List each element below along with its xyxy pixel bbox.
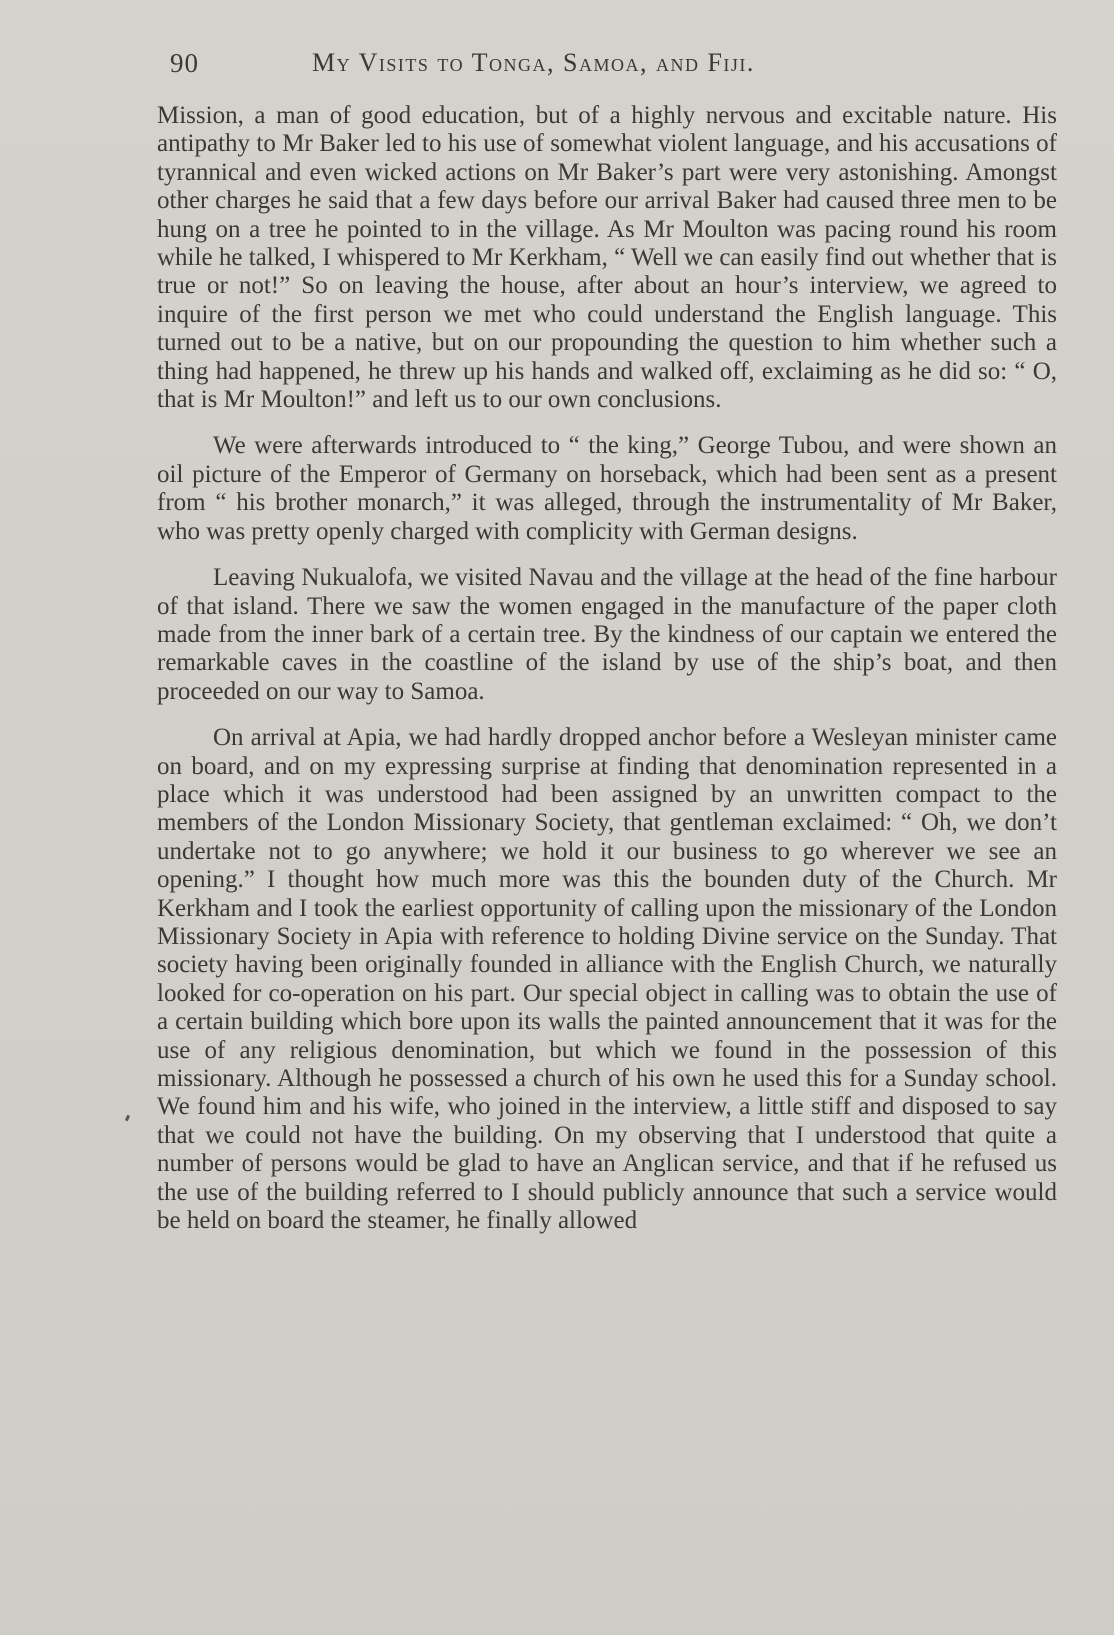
paragraph-apia: On arrival at Apia, we had hardly dropped anchor before a Wesleyan minister came on board, and on my expressing surprise at finding that denomination represented in a place which it was understood had been assigned by an unwritten compact to the members of the London Missionary Society, that gentleman exclaimed: “ Oh, we don’t undertake not to go anywhere; we hold it our business to go wherever we see an opening.” I thought how much more was this the bounden duty of the Church. Mr Kerkham and I took the earliest opportunity of calling upon the missionary of the London Missionary Society in Apia with reference to holding Divine service on the Sunday. That society having been originally founded in alliance with the English Church, we naturally looked for co-operation on his part. Our special object in calling was to obtain the use of a certain building which bore upon its walls the painted announcement that it was for the use of any religious denomination, but which we found in the possession of this missionary. Although he possessed a church of his own he used this for a Sunday school. We found him and his wife, who joined in the interview, a little stiff and disposed to say that we could not have the building. On my observing that I understood that quite a number of persons would be glad to have an Anglican service, and that if he refused us the use of the building referred to I should publicly announce that such a service would be held on board the steamer, he finally allowed — [157, 724, 1057, 1235]
page-header — [160, 44, 900, 84]
paragraph-nukualofa: Leaving Nukualofa, we visited Navau and the village at the head of the fine harbour of that island. There we saw the women engaged in the manufacture of the paper cloth made from the inner bark of a certain tree. By the kindness of our captain we entered the remarkable caves in the coastline of the island by use of the ship’s boat, and then proceeded on our way to Samoa. — [157, 564, 1057, 705]
margin-speck — [125, 1115, 130, 1122]
body-text — [157, 102, 1057, 1235]
page-number: 90 — [170, 48, 199, 78]
running-head: My Visits to Tonga, Samoa, and Fiji. — [312, 48, 755, 77]
paragraph-king: We were afterwards introduced to “ the king,” George Tubou, and were shown an oil picture of the Emperor of Germany on horseback, which had been sent as a present from “ his brother monarch,” it was alleged, through the instrumentality of Mr Baker, who was pretty openly charged with complicity with German designs. — [157, 432, 1057, 545]
paragraph-continuation: Mission, a man of good education, but of a highly nervous and excitable nature. His antipathy to Mr Baker led to his use of somewhat violent language, and his accusations of tyrannical and even wicked actions on Mr Baker’s part were very astonishing. Amongst other charges he said that a few days before our arrival Baker had caused three men to be hung on a tree he pointed to in the village. As Mr Moulton was pacing round his room while he talked, I whispered to Mr Kerkham, “ Well we can easily find out whether that is true or not!” So on leaving the house, after about an hour’s interview, we agreed to inquire of the first person we met who could understand the English language. This turned out to be a native, but on our propounding the question to him whether such a thing had happened, he threw up his hands and walked off, exclaiming as he did so: “ O, that is Mr Moulton!” and left us to our own conclusions. — [157, 102, 1057, 414]
